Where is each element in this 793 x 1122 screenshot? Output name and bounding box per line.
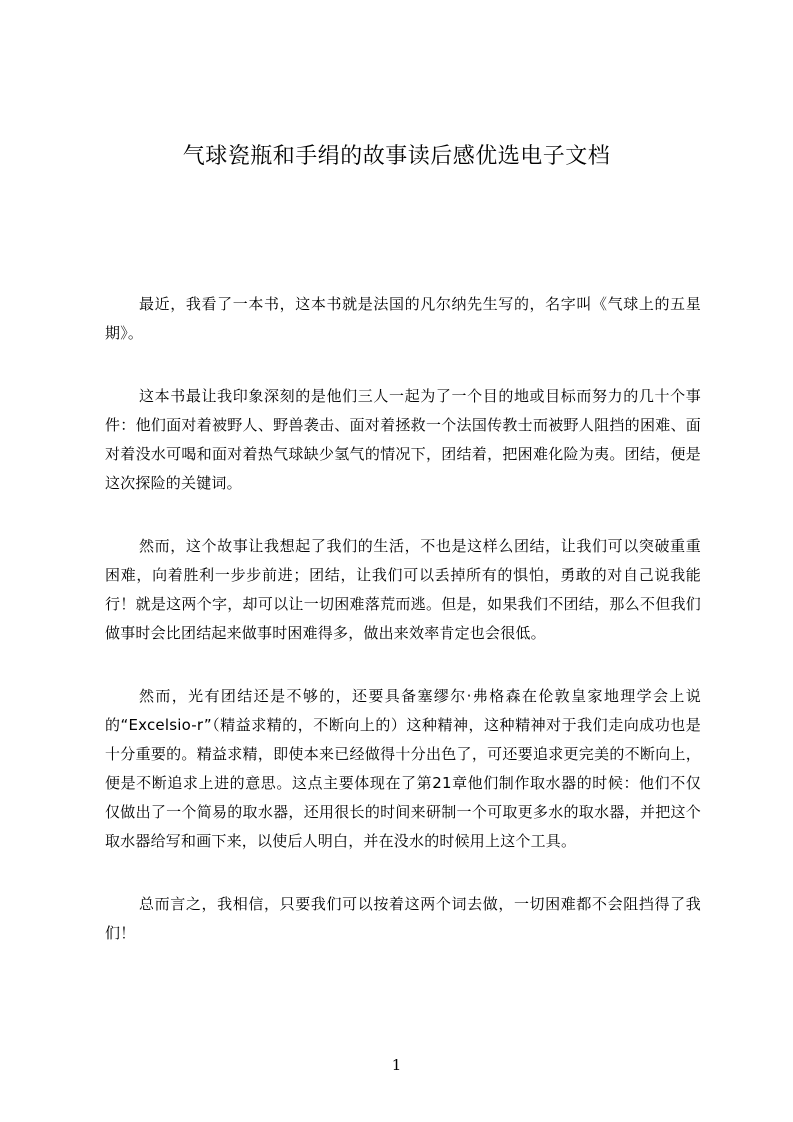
document-title: 气球瓷瓶和手绢的故事读后感优选电子文档 [182, 144, 611, 169]
paragraph-5: 总而言之，我相信，只要我们可以按着这两个词去做，一切困难都不会阻挡得了我们！ [105, 895, 701, 942]
document-body [105, 290, 701, 982]
paragraph-1: 最近，我看了一本书，这本书就是法国的凡尔纳先生写的，名字叫《气球上的五星期》。 [105, 295, 701, 342]
page-number: 1 [391, 1056, 402, 1074]
paragraph-2: 这本书最让我印象深刻的是他们三人一起为了一个目的地或目标而努力的几十个事件：他们面对着被野人、野兽袭击、面对着拯救一个法国传教士而被野人阻挡的困难、面对着没水可喝和面对着热气球缺少氢气的情况下，团结着，把困难化险为夷。团结，便是这次探险的关键词。 [105, 387, 701, 492]
paragraph-3: 然而，这个故事让我想起了我们的生活，不也是这样么团结，让我们可以突破重重困难，向着胜利一步步前进；团结，让我们可以丢掉所有的惧怕，勇敢的对自己说我能行！就是这两个字，却可以让一切困难落荒而逃。但是，如果我们不团结，那么不但我们做事时会比团结起来做事时困难得多，做出来效率肯定也会很低。 [105, 537, 701, 642]
paragraph-4: 然而，光有团结还是不够的，还要具备塞缪尔·弗格森在伦敦皇家地理学会上说的“Excelsio-r”（精益求精的，不断向上的）这种精神，这种精神对于我们走向成功也是十分重要的。精益求精，即使本来已经做得十分出色了，可还要追求更完美的不断向上，便是不断追求上进的意思。这点主要体现在了第21章他们制作取水器的时候：他们不仅仅做出了一个简易的取水器，还用很长的时间来研制一个可取更多水的取水器，并把这个取水器给写和画下来，以使后人明白，并在没水的时候用上这个工具。 [105, 687, 701, 850]
